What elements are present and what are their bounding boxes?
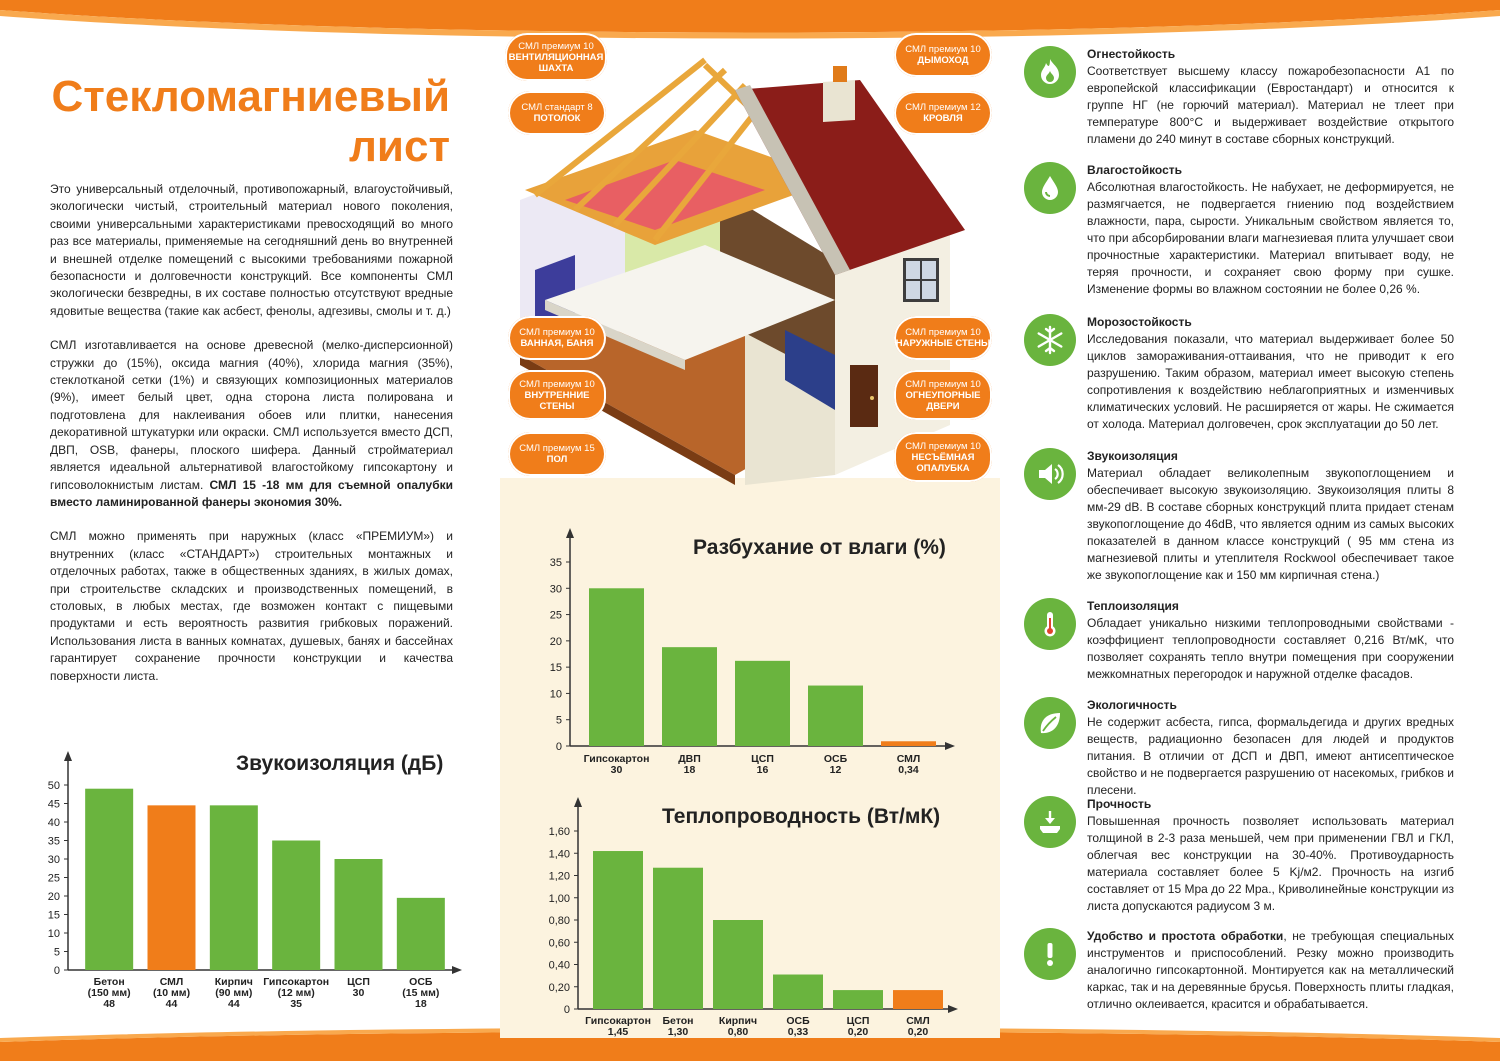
snowflake-icon xyxy=(1024,314,1076,366)
leaf-icon xyxy=(1024,697,1076,749)
feature-ease-text xyxy=(1087,928,1454,1013)
x-category-label: ЦСП xyxy=(751,753,774,765)
exclamation-icon xyxy=(1024,928,1076,980)
feature-ecology-title: Экологичность xyxy=(1087,698,1177,712)
bar xyxy=(148,805,196,970)
intro-paragraph-2-text: СМЛ изготавливается на основе древесной (мелко-дисперсионной) стружки до (15%), оксида магния (40%), хлорида магния (35%), стеклотканой сетки (1%) и связующих композиционных материалов (9%), имеет белый цвет, одна сторона листа полирована и подготовлена для наклеивания обоев или плитки, нанесения декоративной штукатурки или окраски. СМЛ используется вместо ДСП, ДВП, OSB, фанеры, плоского шифера. Данный стройматериал является идеальной альтернативой влагостойкому гипсокартону и гипсоволокнистым листам. xyxy=(50,338,453,492)
callout-roof xyxy=(894,91,992,135)
chart-thermal-title: Теплопроводность (Вт/мК) xyxy=(662,805,941,828)
x-category-label: 0,80 xyxy=(727,1026,749,1038)
callout-fire-doors-l2: ОГНЕУПОРНЫЕ ДВЕРИ xyxy=(905,389,981,412)
bar xyxy=(210,805,258,970)
x-category-label: 1,45 xyxy=(607,1026,629,1038)
bar xyxy=(773,975,823,1009)
callout-formwork-l1: СМЛ премиум 10 xyxy=(905,440,981,452)
y-tick-label: 1,00 xyxy=(548,892,570,905)
x-category-label: (15 мм) xyxy=(402,987,440,999)
feature-moisture-text xyxy=(1087,162,1454,298)
feature-strength-body: Повышенная прочность позволяет использовать материал толщиной в 2-3 раза меньшей, чем при применении ГВЛ и ГКЛ, облегчая вес конструкции на 30-40%. Противоударность материала составляет более 5 Kj/м2. Прочность на изгиб составляет от 15 Мра до 22 Мра., Криволинейные конструкции из листа допускаются радиусом 3 м. xyxy=(1087,814,1454,913)
page-title-line1: Стекломагниевый xyxy=(51,72,450,121)
callout-floor xyxy=(508,432,606,476)
x-axis-arrow xyxy=(945,742,955,750)
x-category-label: Бетон xyxy=(93,976,125,988)
feature-fire-text xyxy=(1087,46,1454,148)
callout-ceiling xyxy=(508,91,606,135)
x-category-label: (10 мм) xyxy=(152,987,191,999)
feature-ecology-text xyxy=(1087,697,1454,799)
callout-formwork-l2: НЕСЪЁМНАЯ ОПАЛУБКА xyxy=(911,451,975,474)
bar xyxy=(893,990,943,1009)
x-category-label: ОСБ xyxy=(823,753,848,765)
chart-sound-insulation xyxy=(30,735,470,1025)
y-tick-label: 0,80 xyxy=(548,915,570,927)
y-tick-label: 0 xyxy=(53,965,60,977)
intro-paragraph-2-bold: СМЛ 15 -18 мм для съемной опалубки вместо ламинированной фанеры экономия 30%. xyxy=(50,477,453,509)
y-tick-label: 0 xyxy=(563,1004,570,1016)
chart-swelling-title: Разбухание от влаги (%) xyxy=(693,536,946,559)
page-title xyxy=(48,72,450,172)
y-tick-label: 0,60 xyxy=(548,937,570,950)
callout-inner-walls xyxy=(508,370,606,420)
x-category-label: 48 xyxy=(103,998,116,1010)
y-tick-label: 15 xyxy=(549,662,562,675)
x-category-label: 0,20 xyxy=(847,1026,869,1038)
bar xyxy=(593,851,643,1009)
feature-thermal-body: Обладает уникально низкими теплопроводными свойствами - коэффициент теплопроводности составляет 0,216 Вт/мК, что позволяет сохранять тепло внутри помещения при сооружении межкомнатных перегородок и наружной отделке фасадов. xyxy=(1087,616,1454,681)
callout-floor-l2: ПОЛ xyxy=(546,454,568,465)
feature-moisture-title: Влагостойкость xyxy=(1087,163,1183,177)
x-category-label: 35 xyxy=(290,998,303,1010)
y-tick-label: 30 xyxy=(47,854,60,866)
x-category-label: 12 xyxy=(829,764,842,776)
x-category-label: (12 мм) xyxy=(277,987,315,999)
feature-strength-text xyxy=(1087,796,1454,915)
callout-roof-l1: СМЛ премиум 12 xyxy=(905,102,981,113)
x-category-label: Бетон xyxy=(662,1015,694,1027)
x-category-label: (90 мм) xyxy=(215,987,253,999)
x-category-label: ЦСП xyxy=(347,976,370,988)
y-axis-arrow xyxy=(64,751,72,761)
x-category-label: 30 xyxy=(352,987,365,999)
speaker-icon xyxy=(1024,448,1076,500)
callout-chimney-l2: ДЫМОХОД xyxy=(917,55,969,66)
bar xyxy=(85,789,133,970)
y-tick-label: 50 xyxy=(47,780,60,792)
y-tick-label: 1,20 xyxy=(548,870,570,883)
x-category-label: СМЛ xyxy=(896,753,921,765)
x-category-label: Гипсокартон xyxy=(583,753,650,765)
callout-outer-walls xyxy=(894,316,992,360)
callout-chimney-l1: СМЛ премиум 10 xyxy=(905,44,981,55)
callout-ventilation-shaft xyxy=(505,33,607,81)
feature-sound-body: Материал обладает великолепным звукопоглощением и обеспечивает высокую звукоизоляцию. Звукоизоляция плиты 8 мм-29 dB. В составе сборных конструкций плита придает стенам звукопоглощение до 46dB, что является одним из самых высоких показателей в данном классе конструкций ( 95 мм стена из магнезиевой плиты и утеплителя Rockwool обеспечивает такое же звукопоглощение как и 150 мм кирпичная стена.) xyxy=(1087,466,1454,582)
intro-paragraph-1: Это универсальный отделочный, противопожарный, влагоустойчивый, экологически чистый, строительный материал нового поколения, своими универсальными характеристиками превосходящий во много раз все материалы, применяемые на сегодняшний день во внутренней и внешней отделке помещений с высокими требованиями пожарной безопасности и долговечности конструкций. Все компоненты СМЛ экологически безвредны, в их составе полностью отсутствуют вредные ядовитые вещества (такие как асбест, фенолы, адгезивы, смолы и т. д.) xyxy=(50,182,453,318)
y-tick-label: 10 xyxy=(47,928,60,940)
y-tick-label: 5 xyxy=(555,714,562,727)
y-tick-label: 20 xyxy=(47,891,60,903)
intro-paragraph-2 xyxy=(50,337,453,511)
y-tick-label: 25 xyxy=(47,872,60,885)
y-tick-label: 0,40 xyxy=(548,959,570,972)
x-category-label: 0,34 xyxy=(898,764,919,776)
x-category-label: ЦСП xyxy=(846,1015,870,1027)
feature-fire-body: Соответствует высшему классу пожаробезопасности А1 по европейской классификации (Евростандарт) и относится к группе НГ (не горючий материал). Материал не тлеет при температуре 800°С и выдерживает воздействие открытого пламени до 240 минут в составе сборных конструкций. xyxy=(1087,64,1454,146)
y-tick-label: 5 xyxy=(53,946,60,959)
callout-fire-doors-l1: СМЛ премиум 10 xyxy=(905,378,981,390)
x-category-label: ОСБ xyxy=(409,976,433,988)
feature-strength-title: Прочность xyxy=(1087,797,1152,811)
y-tick-label: 45 xyxy=(47,798,60,811)
y-tick-label: 30 xyxy=(549,583,562,596)
callout-bathroom-l1: СМЛ премиум 10 xyxy=(519,327,595,338)
bar xyxy=(272,841,320,971)
x-category-label: СМЛ xyxy=(906,1015,930,1027)
y-tick-label: 10 xyxy=(549,688,562,701)
press-icon xyxy=(1024,796,1076,848)
y-tick-label: 0 xyxy=(555,741,562,753)
callout-roof-l2: КРОВЛЯ xyxy=(923,113,963,124)
feature-frost-text xyxy=(1087,314,1454,433)
y-axis-arrow xyxy=(566,528,574,538)
bar xyxy=(397,898,445,970)
y-tick-label: 35 xyxy=(47,835,60,848)
drop-icon xyxy=(1024,162,1076,214)
feature-sound-title: Звукоизоляция xyxy=(1087,449,1178,463)
feature-ease-title: Удобство и простота обработки xyxy=(1087,929,1284,943)
callout-bathroom xyxy=(508,316,606,360)
feature-sound-text xyxy=(1087,448,1454,584)
bar xyxy=(808,686,863,746)
feature-thermal-title: Теплоизоляция xyxy=(1087,599,1179,613)
bar xyxy=(881,741,936,746)
callout-ceiling-l2: ПОТОЛОК xyxy=(533,113,581,124)
x-category-label: 44 xyxy=(165,998,178,1010)
bar xyxy=(589,588,644,746)
x-category-label: ОСБ xyxy=(786,1015,810,1027)
y-tick-label: 40 xyxy=(47,817,60,829)
y-tick-label: 1,60 xyxy=(548,826,570,838)
x-category-label: ДВП xyxy=(678,753,701,765)
x-category-label: 30 xyxy=(610,764,623,776)
bar xyxy=(735,661,790,746)
x-category-label: 18 xyxy=(414,998,427,1010)
x-category-label: Гипсокартон xyxy=(263,976,330,988)
x-category-label: Кирпич xyxy=(214,976,253,988)
thermometer-icon xyxy=(1024,598,1076,650)
callout-formwork xyxy=(894,432,992,482)
x-category-label: Кирпич xyxy=(718,1015,758,1027)
x-axis-arrow xyxy=(452,966,462,974)
page-title-line2: лист xyxy=(348,122,450,171)
intro-paragraph-3: СМЛ можно применять при наружных (класс «ПРЕМИУМ») и внутренних (класс «СТАНДАРТ») строительных монтажных и отделочных работах, также в общественных зданиях, в жилых домах, при строительстве складских и производственных помещений, в столовых, в любых местах, где возможен контакт с пищевыми продуктами и есть вероятность развития грибковых поражений. Использования листа в ванных комнатах, душевых, банях и бассейнах гарантирует сохранение прочности конструкции и качества поверхности листа. xyxy=(50,529,453,683)
callout-outer-walls-l1: СМЛ премиум 10 xyxy=(905,327,981,338)
callout-fire-doors xyxy=(894,370,992,420)
y-axis-arrow xyxy=(574,797,582,807)
callout-ventilation-shaft-l1: СМЛ премиум 10 xyxy=(518,40,594,52)
bar xyxy=(653,868,703,1009)
feature-fire-title: Огнестойкость xyxy=(1087,47,1176,61)
callout-ceiling-l1: СМЛ стандарт 8 xyxy=(521,102,593,113)
callout-floor-l1: СМЛ премиум 15 xyxy=(519,443,595,454)
bar xyxy=(335,859,383,970)
callout-inner-walls-l2: ВНУТРЕННИЕ СТЕНЫ xyxy=(524,389,590,412)
bar xyxy=(833,990,883,1009)
bar xyxy=(713,920,763,1009)
bar xyxy=(662,647,717,746)
x-category-label: 0,33 xyxy=(787,1026,809,1038)
chart-thermal-conductivity xyxy=(530,795,970,1038)
feature-frost-title: Морозостойкость xyxy=(1087,315,1192,329)
feature-ecology-body: Не содержит асбеста, гипса, формальдегида и других вредных веществ, радиационно безопасен для людей и продуктов питания. В отличии от ДСП и ДВП, имеют антисептическое свойство и не подвергается разрушению от насекомых, грибков и плесени. xyxy=(1087,715,1454,797)
y-tick-label: 35 xyxy=(549,557,562,569)
chart-sound-title: Звукоизоляция (дБ) xyxy=(236,752,444,775)
y-tick-label: 25 xyxy=(549,609,562,622)
x-category-label: СМЛ xyxy=(159,976,184,988)
callout-bathroom-l2: ВАННАЯ, БАНЯ xyxy=(520,338,594,349)
callout-ventilation-shaft-l2: ВЕНТИЛЯЦИОННАЯ ШАХТА xyxy=(508,51,604,74)
x-category-label: 0,20 xyxy=(907,1026,929,1038)
chart-moisture-swelling xyxy=(530,510,970,785)
feature-moisture-body: Абсолютная влагостойкость. Не набухает, не деформируется, не размягчается, не подвергается гниению под воздействием влажности, пара, сырости. Уникальным свойством является то, что при абсорбировании влаги магнезиевая плита улучшает свои прочностные характеристики. Материал впитывает воду, не теряя прочности, и сохраняет свою форму при сушке. Изменение формы во влажном состоянии не более 0,26 %. xyxy=(1087,180,1454,296)
fire-icon xyxy=(1024,46,1076,98)
x-category-label: Гипсокартон xyxy=(585,1015,651,1027)
y-tick-label: 20 xyxy=(549,635,562,648)
y-tick-label: 0,20 xyxy=(548,981,570,994)
feature-thermal-text xyxy=(1087,598,1454,683)
x-category-label: 1,30 xyxy=(667,1026,689,1038)
callout-chimney xyxy=(894,33,992,77)
x-category-label: 44 xyxy=(227,998,240,1010)
y-tick-label: 1,40 xyxy=(548,848,570,861)
callout-outer-walls-l2: НАРУЖНЫЕ СТЕНЫ xyxy=(895,338,991,349)
callout-inner-walls-l1: СМЛ премиум 10 xyxy=(519,378,595,390)
feature-ease-body: , не требующая специальных инструментов и приспособлений. Резку можно производить аналогично гипсокартонной. Монтируется как на металлический каркас, так и на деревянные брусья. Поверхность плиты гладкая, отлично оклеивается, красится и обрабатывается. xyxy=(1087,929,1454,1011)
y-tick-label: 15 xyxy=(47,909,60,922)
x-category-label: 18 xyxy=(683,764,696,776)
x-axis-arrow xyxy=(948,1005,958,1013)
intro-text xyxy=(50,181,453,702)
x-category-label: (150 мм) xyxy=(87,987,131,999)
feature-frost-body: Исследования показали, что материал выдерживает более 50 циклов замораживания-оттаивания, что не приводит к его разрушению. Таким образом, материал имеет высокую степень сопротивления к воздействию неблагоприятных и изменчивых климатических условий. Не расширяется от жары. Не сжимается от холода. Материал долговечен, срок эксплуатации до 50 лет. xyxy=(1087,332,1454,431)
x-category-label: 16 xyxy=(756,764,769,776)
